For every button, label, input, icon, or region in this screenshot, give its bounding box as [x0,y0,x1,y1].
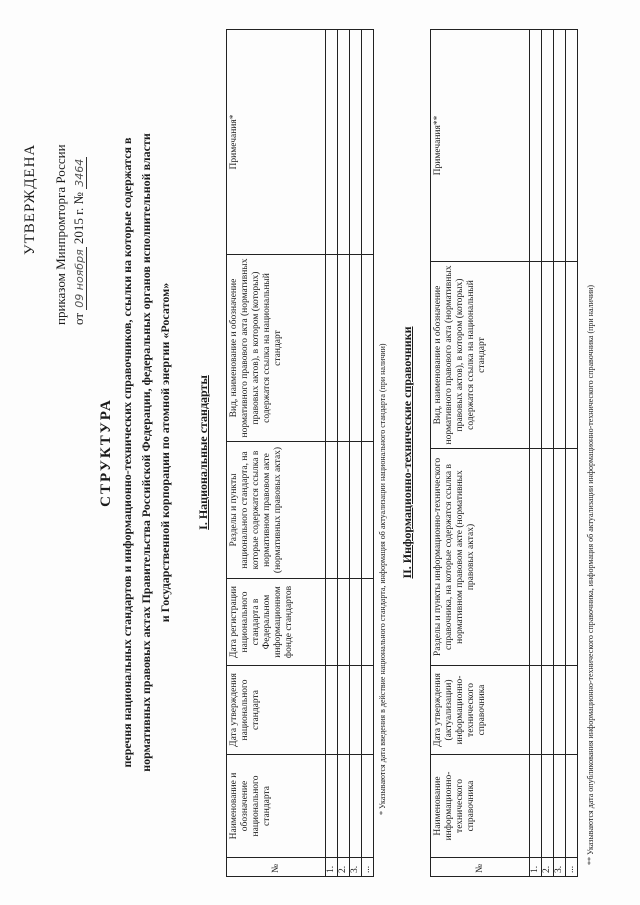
column-header-standard-name: Наименование и обозначение национального стандарта [227,755,326,858]
column-header-number: № [227,858,326,877]
date-year: 2015 г. № [71,192,86,245]
table-row [542,30,554,877]
table-header-row [227,30,326,877]
national-standards-table [226,29,374,877]
document-title: СТРУКТУРА [98,398,114,507]
row-number: ... [566,858,578,877]
document-subtitle [118,40,175,865]
table-row [338,30,350,877]
column-header-approval-date: Дата утверждения (актуализации) информационно-технического справочника [431,666,530,755]
row-number: ... [362,858,374,877]
subtitle-line: нормативных правовых актах Правительства Российской Федерации, федеральных органов исполнительной власти [139,133,153,772]
row-number: 2. [542,858,554,877]
column-header-sections: Разделы и пункты национального стандарта, на которые содержатся ссылка в нормативном правовом акте (нормативных правовых актах) [227,442,326,579]
date-prefix: от [71,312,86,325]
row-number: 3. [554,858,566,877]
table-row [350,30,362,877]
column-header-registration-date: Дата регистрации национального стандарта в Федеральном информационном фонде стандартов [227,579,326,666]
table-header-row [431,30,530,877]
column-header-number: № [431,858,530,877]
column-header-approval-date: Дата утверждения национального стандарта [227,666,326,755]
column-header-legal-act: Вид, наименование и обозначение нормативного правового акта (нормативных правовых актов), в котором (которых) содержатся ссылка на национальный стандарт [227,255,326,442]
order-date-line [71,25,87,325]
reference-books-table [430,29,578,877]
approved-label: УТВЕРЖДЕНА [22,143,38,255]
row-number: 1. [530,858,542,877]
table-row [362,30,374,877]
column-header-sections: Разделы и пункты информационно-технического справочника, на которые содержатся ссылка в нормативном правовом акте (нормативных правовых актах) [431,449,530,666]
row-number: 3. [350,858,362,877]
approval-block [22,25,87,325]
table-row [554,30,566,877]
row-number: 2. [338,858,350,877]
row-number: 1. [326,858,338,877]
table-row [530,30,542,877]
section1-title: I. Национальные стандарты [196,375,210,530]
section2-title: II. Информационно-технические справочники [400,326,414,579]
column-header-notes: Примечания* [227,30,326,255]
table-row [326,30,338,877]
column-header-book-name: Наименование информационно-технического справочника [431,755,530,858]
order-line: приказом Минпромторга России [53,144,68,325]
handwritten-date: 09 ноября [73,249,86,308]
section1-footnote: * Указываются дата введения в действие национального стандарта, информация об актуализации национального стандарта (при наличии) [378,343,387,815]
table-row [566,30,578,877]
handwritten-number: 3464 [73,158,86,187]
column-header-notes: Примечания** [431,30,530,262]
subtitle-line: перечня национальных стандартов и информационно-технических справочников, ссылки на которые содержатся в [120,137,134,768]
column-header-legal-act: Вид, наименование и обозначение нормативного правового акта (нормативных правовых актов), в котором (которых) содержатся ссылка на национальный стандарт [431,262,530,449]
subtitle-line: и Государственной корпорации по атомной энергии «Росатом» [158,282,172,623]
section2-footnote: ** Указываются дата опубликования информационно-технического справочника, информация об актуализации информационно-технического справочника (при наличии) [586,284,595,865]
